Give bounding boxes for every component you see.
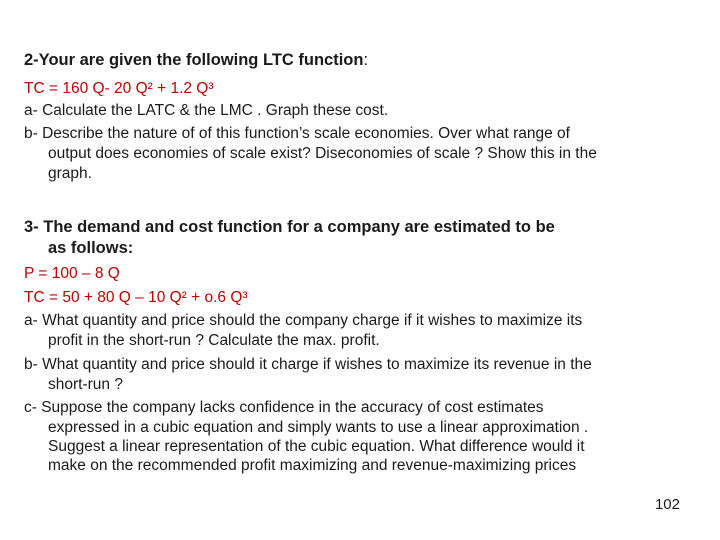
question-2-tc-formula: TC = 160 Q- 20 Q² + 1.2 Q³	[24, 80, 214, 97]
question-3-part-c-line-4: make on the recommended profit maximizing and revenue-maximizing prices	[48, 457, 577, 474]
question-3-part-c-line-2: expressed in a cubic equation and simply wants to use a linear approximation .	[48, 419, 589, 436]
question-2-part-b-line-1: b- Describe the nature of of this function’s scale economies. Over what range of	[24, 125, 570, 142]
question-3-part-b-line-1: b- What quantity and price should it charge if wishes to maximize its revenue in the	[24, 356, 592, 373]
question-3-part-a-line-2: profit in the short-run ? Calculate the max. profit.	[48, 332, 380, 349]
page-number: 102	[654, 496, 680, 513]
question-3-part-a-line-1: a- What quantity and price should the company charge if it wishes to maximize its	[24, 312, 583, 329]
question-3-part-c-line-1: c- Suppose the company lacks confidence in the accuracy of cost estimates	[24, 399, 544, 416]
question-2-part-b-line-3: graph.	[48, 165, 92, 182]
question-2-title-text: 2-Your are given the following LTC function	[24, 51, 364, 69]
question-2-part-a: a- Calculate the LATC & the LMC . Graph these cost.	[24, 102, 389, 119]
question-2-title-colon: :	[363, 51, 369, 69]
question-2-title	[24, 50, 368, 70]
question-2-part-b-line-2: output does economies of scale exist? Diseconomies of scale ? Show this in the	[48, 145, 597, 162]
question-3-part-b-line-2: short-run ?	[48, 376, 123, 393]
question-3-demand-formula: P = 100 – 8 Q	[24, 265, 120, 282]
question-3-title-line-1: 3- The demand and cost function for a company are estimated to be	[24, 218, 555, 236]
question-3-part-c-line-3: Suggest a linear representation of the cubic equation. What difference would it	[48, 438, 585, 455]
question-3-tc-formula: TC = 50 + 80 Q – 10 Q² + o.6 Q³	[24, 289, 248, 306]
question-3-title-line-2: as follows:	[48, 239, 134, 257]
